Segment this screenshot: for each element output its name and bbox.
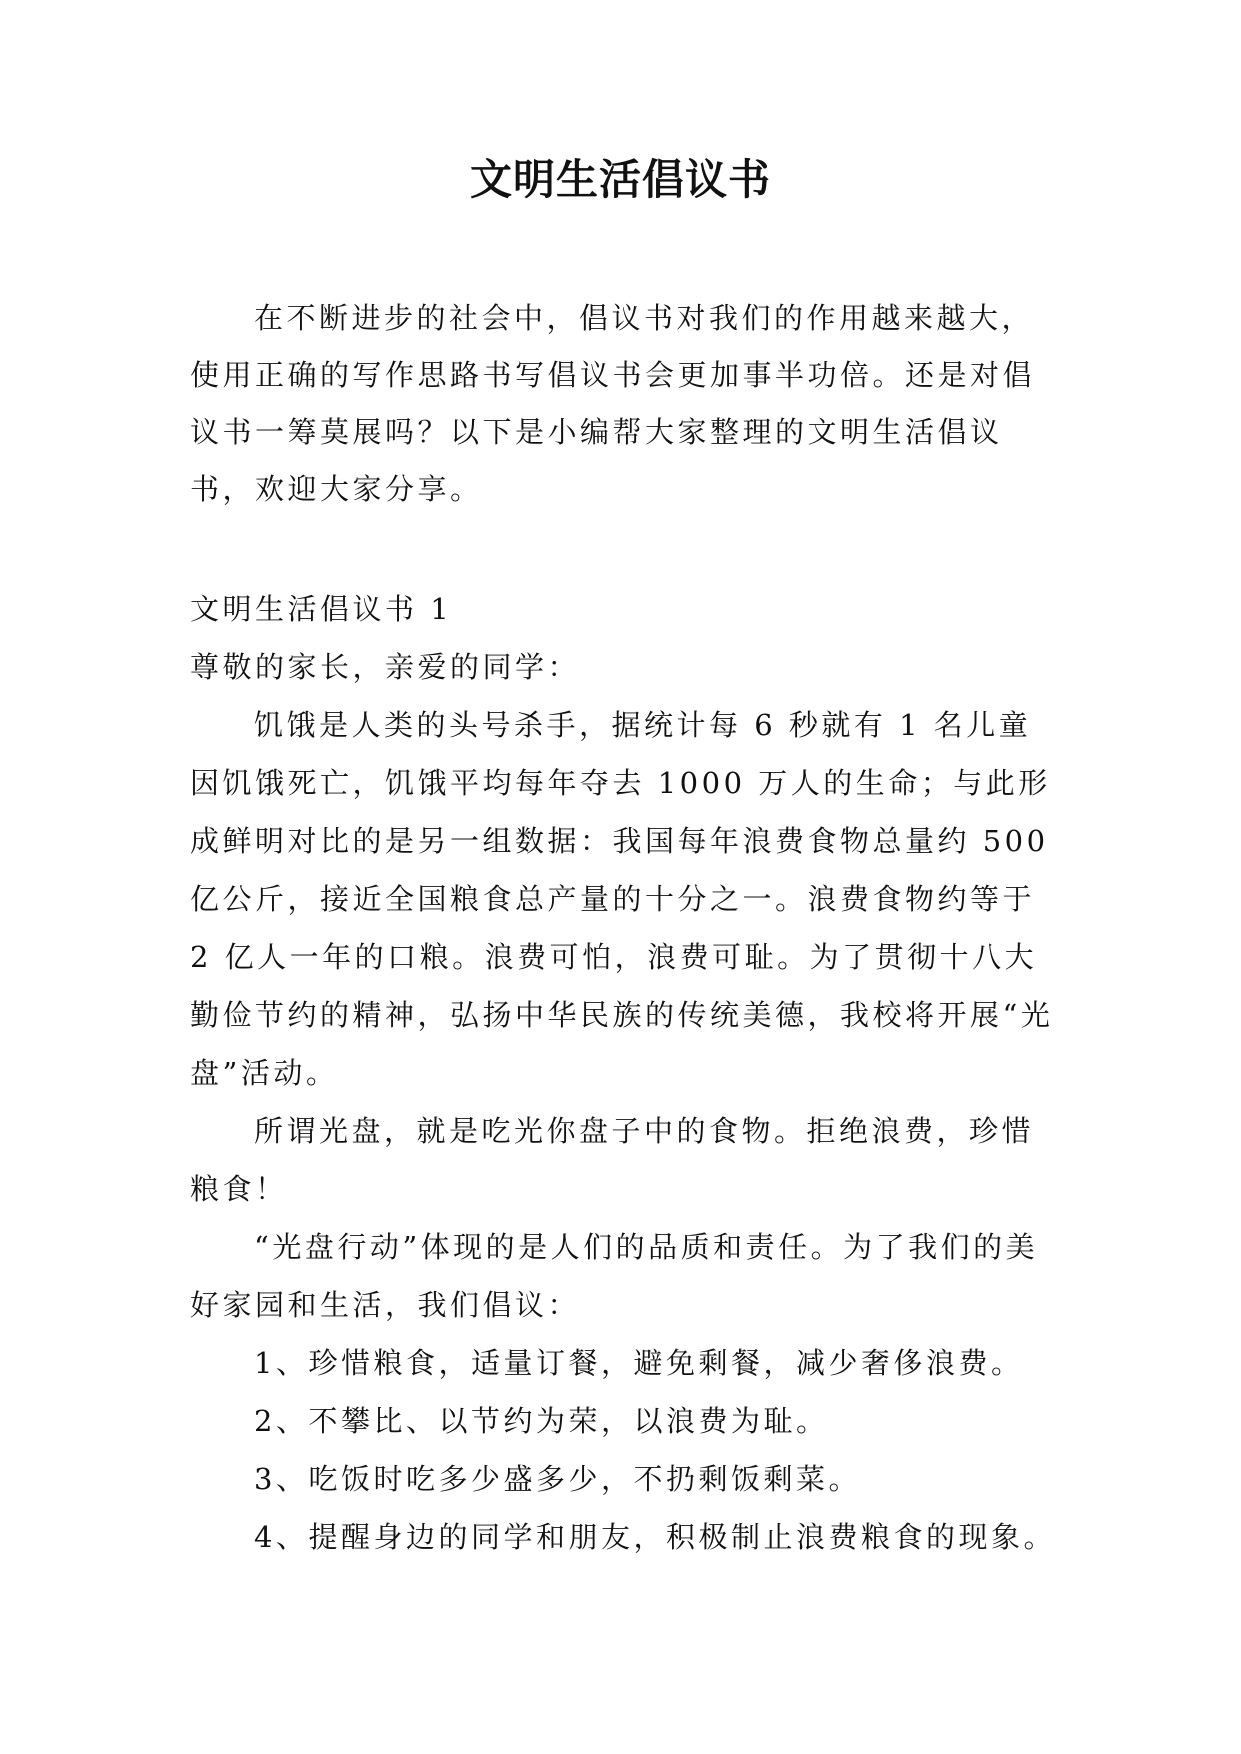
body-paragraph: “光盘行动”体现的是人们的品质和责任。为了我们的美好家园和生活，我们倡议： [190, 1230, 1039, 1322]
section-heading: 文明生活倡议书 1 [190, 592, 453, 626]
salutation: 尊敬的家长，亲爱的同学： [190, 650, 581, 684]
intro-paragraph: 在不断进步的社会中，倡议书对我们的作用越来越大，使用正确的写作思路书写倡议书会更加事半功倍。还是对倡议书一筹莫展吗？以下是小编帮大家整理的文明生活倡议书，欢迎大家分享。 [190, 301, 1036, 506]
proposal-item: 2、不攀比、以节约为荣，以浪费为耻。 [254, 1404, 829, 1438]
body-paragraph: 所谓光盘，就是吃光你盘子中的食物。拒绝浪费，珍惜粮食！ [190, 1114, 1035, 1206]
proposal-item: 1、珍惜粮食，适量订餐，避免剩餐，减少奢侈浪费。 [254, 1346, 1024, 1380]
body-paragraph: 饥饿是人类的头号杀手，据统计每 6 秒就有 1 名儿童因饥饿死亡，饥饿平均每年夺去 1000 万人的生命；与此形成鲜明对比的是另一组数据：我国每年浪费食物总量约 500 亿公斤，接近全国粮食总产量的十分之一。浪费食物约等于 2 亿人一年的口粮。浪费可怕，浪费可耻。为了贯彻十八大勤俭节约的精神，弘扬中华民族的传统美德，我校将开展“光盘”活动。 [190, 708, 1054, 1090]
proposal-item: 4、提醒身边的同学和朋友，积极制止浪费粮食的现象。 [254, 1520, 1056, 1554]
proposal-item: 3、吃饭时吃多少盛多少，不扔剩饭剩菜。 [254, 1462, 861, 1496]
proposal-section-1 [190, 580, 1056, 1566]
document-title: 文明生活倡议书 [469, 155, 771, 204]
